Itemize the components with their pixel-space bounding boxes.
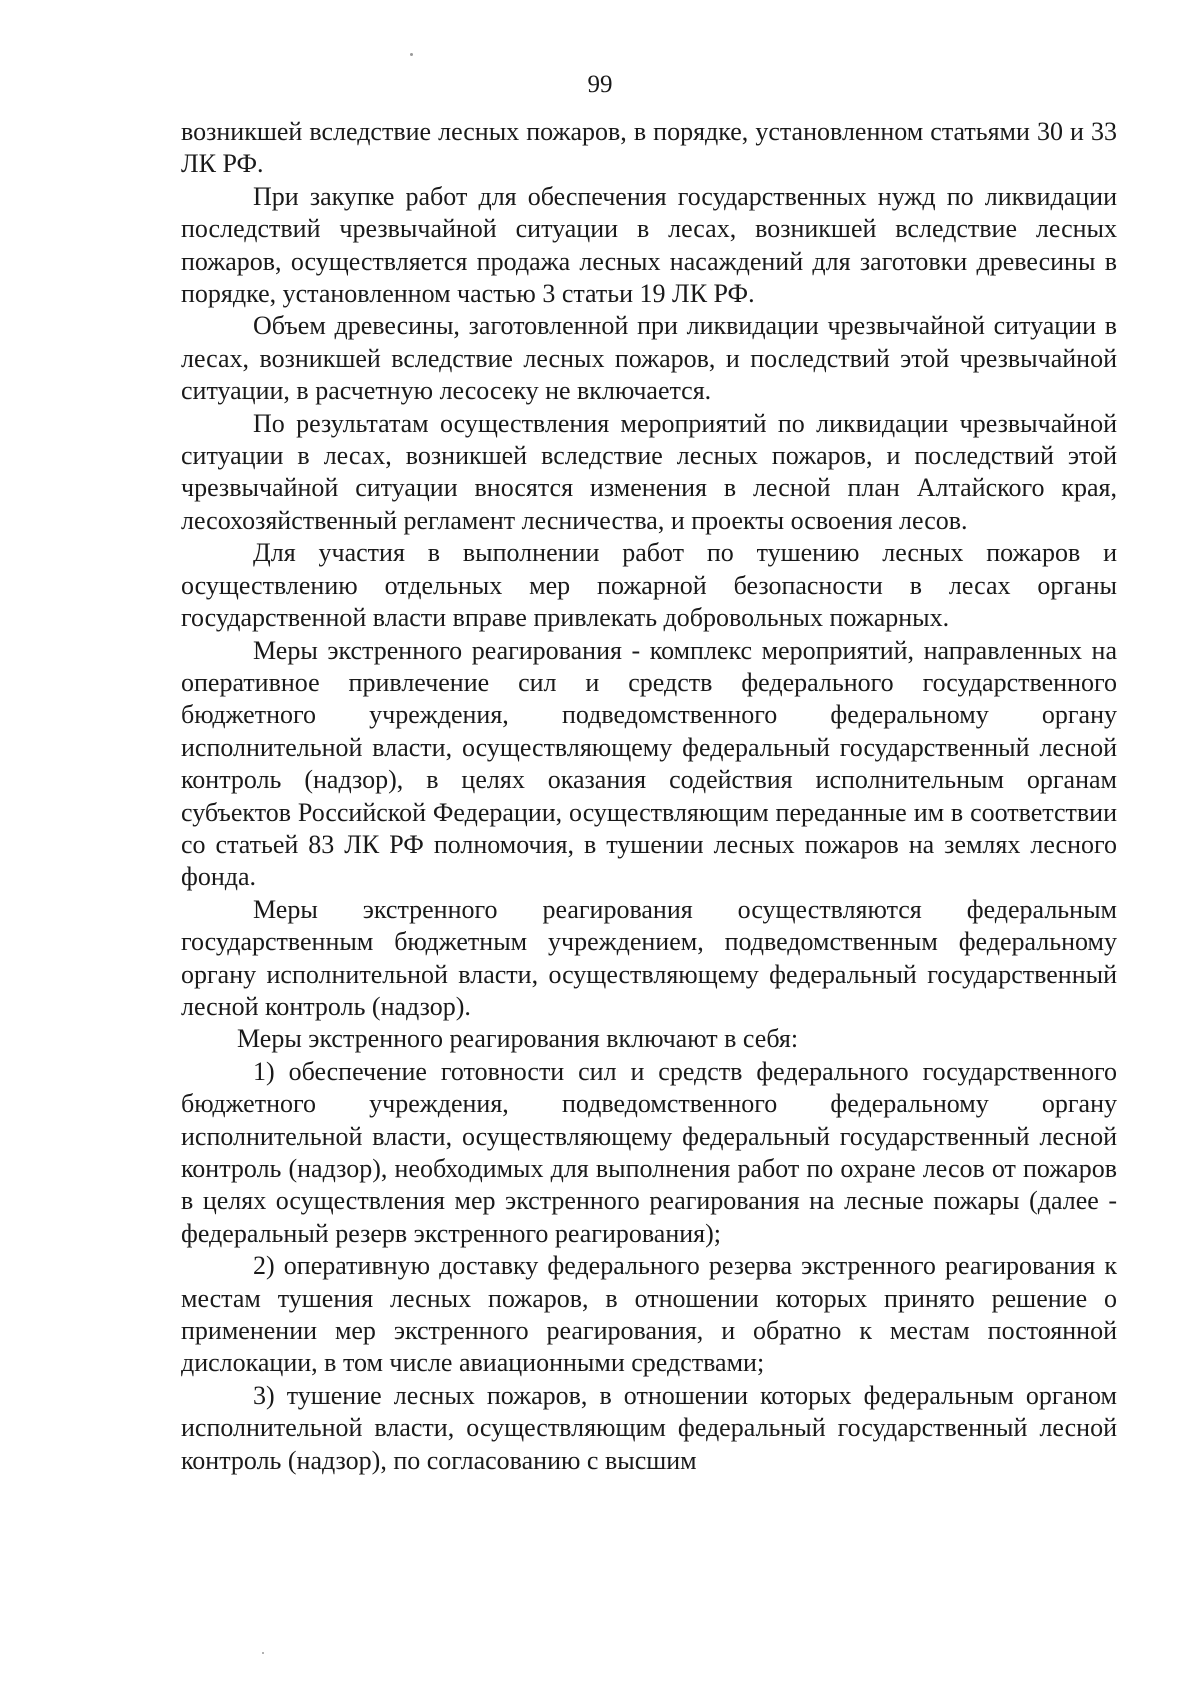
body-text: [181, 116, 1117, 1477]
scan-speck: [410, 53, 413, 56]
scan-speck: [262, 1652, 264, 1654]
paragraph-continuation: возникшей вследствие лесных пожаров, в порядке, установленном статьями 30 и 33 ЛК РФ.: [181, 117, 1117, 179]
paragraph-emergency-list-intro: Меры экстренного реагирования включают в себя:: [237, 1024, 799, 1054]
list-item-3: 3) тушение лесных пожаров, в отношении которых федеральным органом исполнительной власти, осуществляющим федеральный государственный лесной контроль (надзор), по согласованию с высшим: [181, 1380, 1117, 1475]
paragraph-plan-changes: По результатам осуществления мероприятий по ликвидации чрезвычайной ситуации в лесах, возникшей вследствие лесных пожаров, и последствий этой чрезвычайной ситуации вносятся изменения в лесной план Алтайского края, лесохозяйственный регламент лесничества, и проекты освоения лесов.: [181, 408, 1117, 535]
paragraph-volunteers: Для участия в выполнении работ по тушению лесных пожаров и осуществлению отдельных мер пожарной безопасности в лесах органы государственной власти вправе привлекать добровольных пожарных.: [181, 538, 1117, 633]
paragraph-procurement: При закупке работ для обеспечения государственных нужд по ликвидации последствий чрезвычайной ситуации в лесах, возникшей вследствие лесных пожаров, осуществляется продажа лесных насаждений для заготовки древесины в порядке, установленном частью 3 статьи 19 ЛК РФ.: [181, 181, 1117, 309]
list-item-2: 2) оперативную доставку федерального резерва экстренного реагирования к местам тушения лесных пожаров, в отношении которых принято решение о применении мер экстренного реагирования, и обратно к местам постоянной дислокации, в том числе авиационными средствами;: [181, 1251, 1117, 1378]
list-item-1: 1) обеспечение готовности сил и средств федерального государственного бюджетного учреждения, подведомственного федеральному органу исполнительной власти, осуществляющему федеральный государственный лесной контроль (надзор), необходимых для выполнения работ по охране лесов от пожаров в целях осуществления мер экстренного реагирования на лесные пожары (далее - федеральный резерв экстренного реагирования);: [181, 1056, 1117, 1248]
paragraph-timber-volume: Объем древесины, заготовленной при ликвидации чрезвычайной ситуации в лесах, возникшей вследствие лесных пожаров, и последствий этой чрезвычайной ситуации, в расчетную лесосеку не включается.: [181, 311, 1117, 406]
page-number: 99: [587, 71, 613, 98]
paragraph-emergency-definition: Меры экстренного реагирования - комплекс мероприятий, направленных на оперативное привлечение сил и средств федерального государственного бюджетного учреждения, подведомственного федеральному органу исполнительной власти, осуществляющему федеральный государственный лесной контроль (надзор), в целях оказания содействия исполнительным органам субъектов Российской Федерации, осуществляющим переданные им в соответствии со статьей 83 ЛК РФ полномочия, в тушении лесных пожаров на землях лесного фонда.: [181, 635, 1117, 892]
paragraph-emergency-implementation: Меры экстренного реагирования осуществляются федеральным государственным бюджетным учреждением, подведомственным федеральному органу исполнительной власти, осуществляющему федеральный государственный лесной контроль (надзор).: [181, 894, 1117, 1021]
